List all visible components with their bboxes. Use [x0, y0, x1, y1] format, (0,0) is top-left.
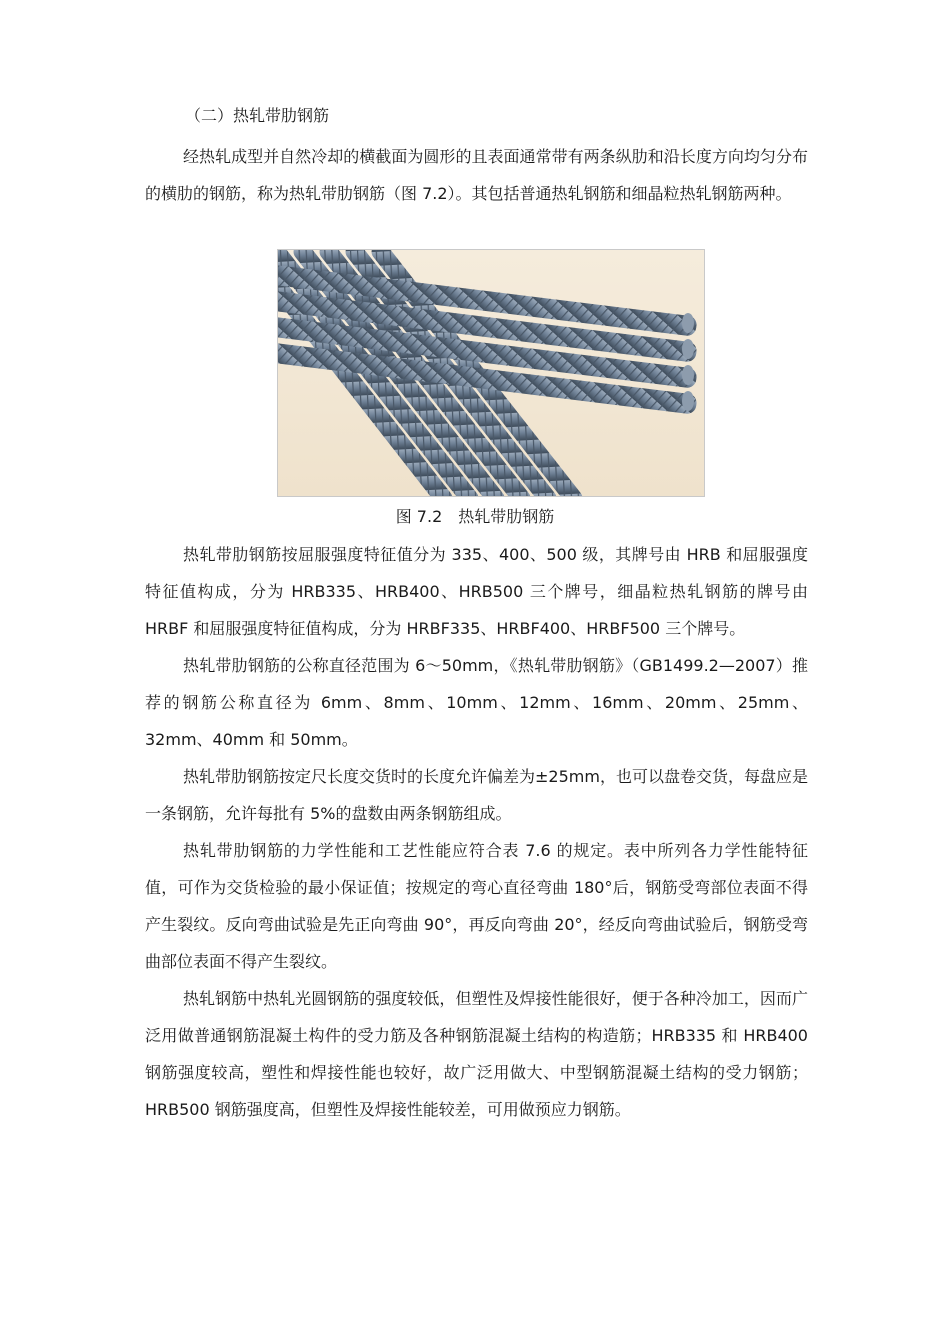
- paragraph: 热轧钢筋中热轧光圆钢筋的强度较低，但塑性及焊接性能很好，便于各种冷加工，因而广泛用做普通钢筋混凝土构件的受力筋及各种钢筋混凝土结构的构造筋；HRB335 和 HRB400 钢筋强度较高，塑性和焊接性能也较好，故广泛用做大、中型钢筋混凝土结构的受力钢筋；HRB500 钢筋强度高，但塑性及焊接性能较差，可用做预应力钢筋。: [145, 989, 808, 1119]
- paragraph: 经热轧成型并自然冷却的横截面为圆形的且表面通常带有两条纵肋和沿长度方向均匀分布的横肋的钢筋，称为热轧带肋钢筋（图 7.2）。其包括普通热轧钢筋和细晶粒热轧钢筋两种。: [145, 147, 808, 203]
- section-heading: （二）热轧带肋钢筋: [185, 106, 330, 125]
- paragraph: 热轧带肋钢筋的力学性能和工艺性能应符合表 7.6 的规定。表中所列各力学性能特征值，可作为交货检验的最小保证值；按规定的弯心直径弯曲 180°后，钢筋受弯部位表面不得产生裂纹。反向弯曲试验是先正向弯曲 90°，再反向弯曲 20°，经反向弯曲试验后，钢筋受弯曲部位表面不得产生裂纹。: [145, 841, 808, 971]
- body-text-block: [145, 536, 808, 1128]
- figure-caption: 图 7.2 热轧带肋钢筋: [395, 507, 555, 526]
- paragraph: 热轧带肋钢筋按定尺长度交货时的长度允许偏差为±25mm，也可以盘卷交货，每盘应是一条钢筋，允许每批有 5%的盘数由两条钢筋组成。: [145, 767, 808, 823]
- rebar-photo: [277, 249, 705, 497]
- paragraph: 热轧带肋钢筋按屈服强度特征值分为 335、400、500 级，其牌号由 HRB 和屈服强度特征值构成，分为 HRB335、HRB400、HRB500 三个牌号，细晶粒热轧钢筋的牌号由 HRBF 和屈服强度特征值构成，分为 HRBF335、HRBF400、HRBF500 三个牌号。: [145, 545, 808, 638]
- intro-text-block: [145, 138, 808, 212]
- paragraph: 热轧带肋钢筋的公称直径范围为 6～50mm，《热轧带肋钢筋》（GB1499.2—2007）推荐的钢筋公称直径为 6mm、8mm、10mm、12mm、16mm、20mm、25mm、32mm、40mm 和 50mm。: [145, 656, 808, 749]
- rebar-illustration: [278, 250, 704, 496]
